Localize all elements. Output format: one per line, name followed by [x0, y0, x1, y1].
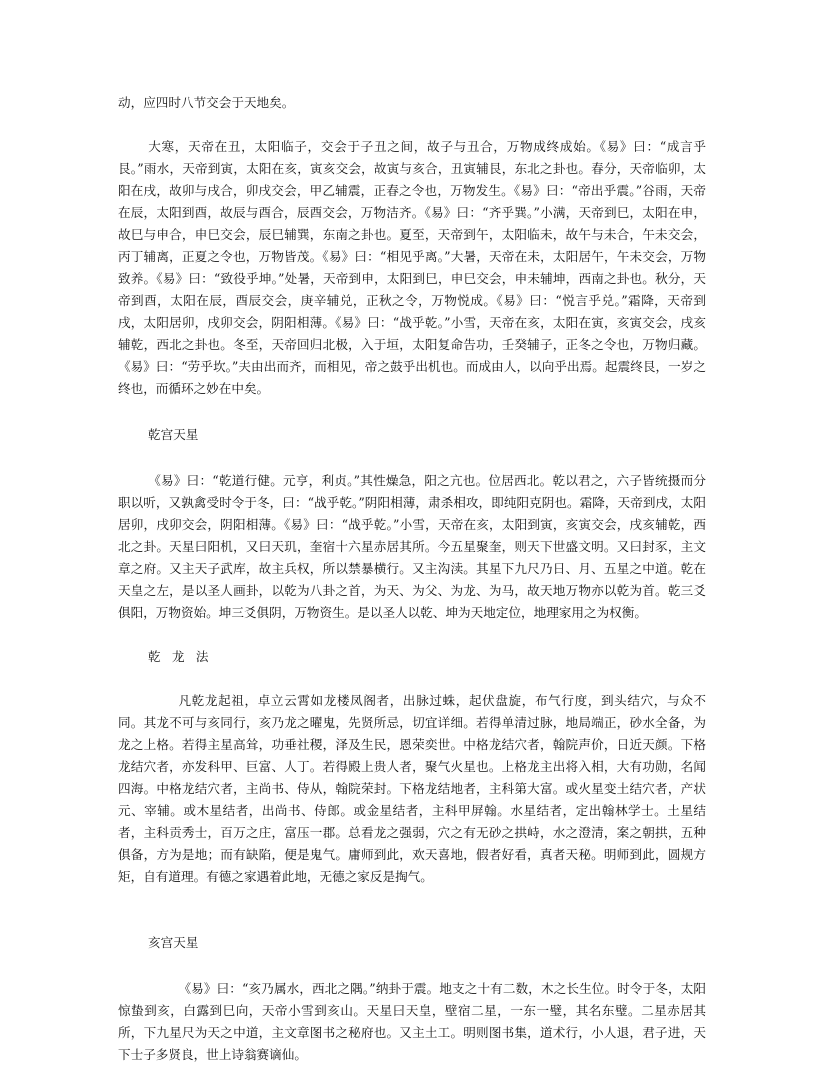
hai-gong-paragraph: 《易》曰：“亥乃属水，西北之隅。”纳卦于震。地支之十有二数，木之长生位。时令于冬，太阳惊蛰到亥，白露到巳向，天帝小雪到亥山。天星曰天皇，壁宿二星，一东一璧，其名东璧。二星赤居其所，下九星尺为天之中道，主文章图书之秘府也。又主土工。明则图书集，道术行，小人退，君子进，天下士子多贤良，世上诗翁赛谪仙。 — [118, 981, 706, 1062]
spacer — [118, 400, 706, 424]
spacer — [118, 624, 706, 646]
section-heading-qian-long: 乾龙法 — [148, 649, 220, 664]
spacer — [118, 888, 706, 932]
spacer — [118, 954, 706, 978]
spacer — [118, 114, 706, 136]
section-heading-hai-gong: 亥宫天星 — [148, 935, 199, 950]
document-page — [118, 92, 706, 1066]
spacer — [118, 668, 706, 690]
section-heading-qian-gong: 乾宫天星 — [148, 427, 199, 442]
opening-line: 动，应四时八节交会于天地矣。 — [118, 95, 295, 110]
seasons-paragraph: 大寒，天帝在丑，太阳临子，交会于子丑之间，故子与丑合，万物成终成始。《易》曰：“成言乎艮。”雨水，天帝到寅，太阳在亥，寅亥交会，故寅与亥合，丑寅辅艮，东北之卦也。春分，天帝临卯，太阳在戌，故卯与戌合，卯戌交会，甲乙辅震，正春之令也，万物发生。《易》曰：“帝出乎震。”谷雨，天帝在辰，太阳到酉，故辰与酉合，辰酉交会，万物洁齐。《易》曰：“齐乎巽。”小满，天帝到巳，太阳在申，故巳与申合，申巳交会，辰巳辅巽，东南之卦也。夏至，天帝到午，太阳临未，故午与未合，午未交会，丙丁辅离，正夏之令也，万物皆茂。《易》曰：“相见乎离。”大暑，天帝在未，太阳居午，午未交会，万物致养。《易》曰：“致役乎坤。”处暑，天帝到申，太阳到巳，申巳交会，申未辅坤，西南之卦也。秋分，天帝到酉，太阳在辰，酉辰交会，庚辛辅兑，正秋之令，万物悦成。《易》曰：“悦言乎兑。”霜降，天帝到戌，太阳居卯，戌卯交会，阴阳相薄。《易》曰：“战乎乾。”小雪，天帝在亥，太阳在寅，亥寅交会，戌亥辅乾，西北之卦也。冬至，天帝回归北极，入于垣，太阳复命告功，壬癸辅子，正冬之令也，万物归藏。《易》曰：“劳乎坎。”夫由出而齐，而相见，帝之鼓乎出机也。而成由人，以向乎出焉。起震终艮，一岁之终也，而循环之妙在中矣。 — [118, 139, 706, 396]
spacer — [118, 446, 706, 470]
qian-long-paragraph: 凡乾龙起祖，卓立云霄如龙楼凤阁者，出脉过蛛，起伏盘旋，布气行度，到头结穴，与众不同。其龙不可与亥同行，亥乃龙之曜鬼，先贤所忌，切宜详细。若得单清过脉，地局端正，砂水全备，为龙之上格。若得主星高耸，功垂社稷，泽及生民，恩荣奕世。中格龙结穴者，翰院声价，日近天颜。下格龙结穴者，亦发科甲、巨富、人丁。若得殿上贵人者，聚气火星也。上格龙主出将入相，大有功勋，名闻四海。中格龙结穴者，主尚书、侍从，翰院荣封。下格龙结地者，主科第大富。或火星变土结穴者，产状元、宰辅。或木星结者，出尚书、侍郎。或金星结者，主科甲屏翰。水星结者，定出翰林学士。土星结者，主科贡秀士，百万之庄，富压一郡。总看龙之强弱，穴之有无砂之拱峙，水之澄清，案之朝拱，五种俱备，方为是地；而有缺陷，便是鬼气。庸师到此，欢天喜地，假者好看，真者天秘。明师到此，圆规方矩，自有道理。有德之家遇着此地，无德之家反是掏气。 — [118, 693, 706, 884]
qian-gong-paragraph: 《易》曰：“乾道行健。元亨，利贞。”其性燥急，阳之亢也。位居西北。乾以君之，六子皆统摄而分职以听，又孰禽受时令于冬，曰：“战乎乾。”阴阳相薄，肃杀相攻，即纯阳克阴也。霜降，天帝到戌，太阳居卯，戌卯交会，阴阳相薄。《易》曰：“战乎乾。”小雪，天帝在亥，太阳到寅，亥寅交会，戌亥辅乾，西北之卦。天星曰阳机，又曰天玑，奎宿十六星赤居其所。今五星聚奎，则天下世盛文明。又曰封豕，主文章之府。又主天子武库，故主兵权，所以禁暴横行。又主沟渎。其星下九尺乃日、月、五星之中道。乾在天皇之左，是以圣人画卦，以乾为八卦之首，为天、为父、为龙、为马，故天地万物亦以乾为首。乾三爻俱阳，万物资始。坤三爻俱阴，万物资生。是以圣人以乾、坤为天地定位，地理家用之为权衡。 — [118, 473, 706, 620]
